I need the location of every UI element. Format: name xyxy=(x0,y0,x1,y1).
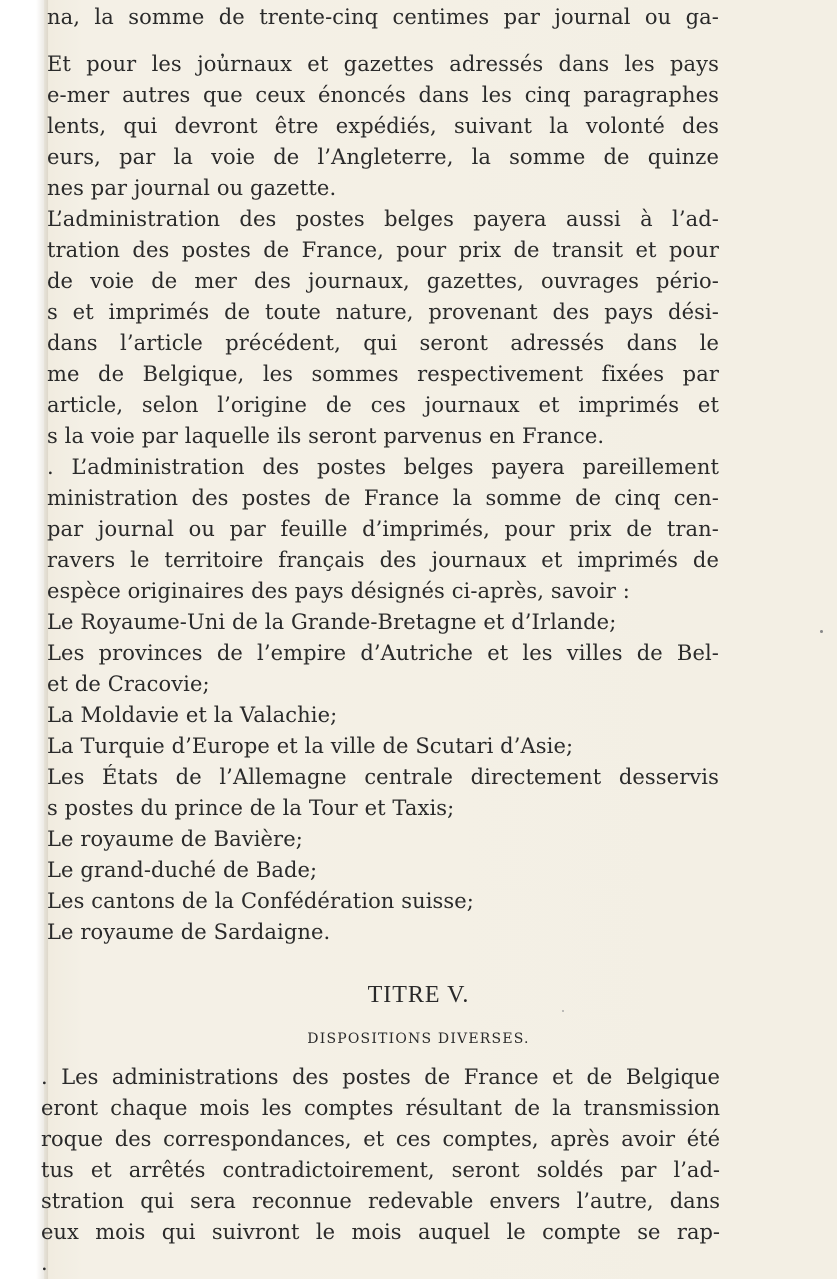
text-line: stration qui sera reconnue redevable envers l’autre, dans xyxy=(41,1189,720,1213)
text-line: dans l’article précédent, qui seront adressés dans le xyxy=(47,331,719,355)
text-line: roque des correspondances, et ces comptes, après avoir été xyxy=(41,1127,720,1151)
text-line: lents, qui devront être expédiés, suivant la volonté des xyxy=(47,114,719,138)
text-line: tus et arrêtés contradictoirement, seront soldés par l’ad- xyxy=(41,1158,720,1182)
text-line: eurs, par la voie de l’Angleterre, la somme de quinze xyxy=(47,145,719,169)
list-item: et de Cracovie; xyxy=(47,672,210,696)
list-item: La Moldavie et la Valachie; xyxy=(47,703,338,727)
text-line: . Les administrations des postes de France et de Belgique xyxy=(41,1065,720,1089)
text-line: e-mer autres que ceux énoncés dans les cinq paragraphes xyxy=(47,83,719,107)
text-line: . L’administration des postes belges payera pareillement xyxy=(47,455,719,479)
text-line: espèce originaires des pays désignés ci-après, savoir : xyxy=(47,579,630,603)
text-line: de voie de mer des journaux, gazettes, ouvrages pério- xyxy=(47,269,719,293)
list-item: Les provinces de l’empire d’Autriche et les villes de Bel- xyxy=(47,641,719,665)
text-line: Et pour les jou̓rnaux et gazettes adressés dans les pays xyxy=(47,52,719,76)
paper-speck xyxy=(562,1010,564,1012)
text-line: s la voie par laquelle ils seront parvenus en France. xyxy=(47,424,605,448)
text-line: L’administration des postes belges payera aussi à l’ad- xyxy=(47,207,719,231)
list-item: s postes du prince de la Tour et Taxis; xyxy=(47,796,455,820)
main-text-lower xyxy=(41,1062,731,1279)
text-line: article, selon l’origine de ces journaux et imprimés et xyxy=(47,393,719,417)
text-line: eront chaque mois les comptes résultant de la transmission xyxy=(41,1096,720,1120)
list-item: Le royaume de Bavière; xyxy=(47,827,303,851)
list-item: Les cantons de la Confédération suisse; xyxy=(47,889,474,913)
text-line: tration des postes de France, pour prix de transit et pour xyxy=(47,238,719,262)
text-line: . xyxy=(41,1251,48,1275)
text-line: ravers le territoire français des journaux et imprimés de xyxy=(47,548,719,572)
section-title: TITRE V. xyxy=(367,982,470,1008)
text-line: me de Belgique, les sommes respectivement fixées par xyxy=(47,362,719,386)
list-item: Les États de l’Allemagne centrale directement desservis xyxy=(47,765,719,789)
list-item: Le Royaume-Uni de la Grande-Bretagne et d’Irlande; xyxy=(47,610,617,634)
main-text-upper xyxy=(47,2,727,948)
text-line: ministration des postes de France la somme de cinq cen- xyxy=(47,486,719,510)
text-line: eux mois qui suivront le mois auquel le compte se rap- xyxy=(41,1220,720,1244)
list-item: La Turquie d’Europe et la ville de Scutari d’Asie; xyxy=(47,734,574,758)
list-item: Le royaume de Sardaigne. xyxy=(47,920,331,944)
list-item: Le grand-duché de Bade; xyxy=(47,858,318,882)
section-subtitle: DISPOSITIONS DIVERSES. xyxy=(307,1031,530,1047)
paper-speck xyxy=(820,630,823,633)
text-line: s et imprimés de toute nature, provenant des pays dési- xyxy=(47,300,719,324)
text-line: na, la somme de trente-cinq centimes par journal ou ga- xyxy=(47,5,719,29)
text-line: nes par journal ou gazette. xyxy=(47,176,337,200)
text-line: par journal ou par feuille d’imprimés, pour prix de tran- xyxy=(47,517,719,541)
